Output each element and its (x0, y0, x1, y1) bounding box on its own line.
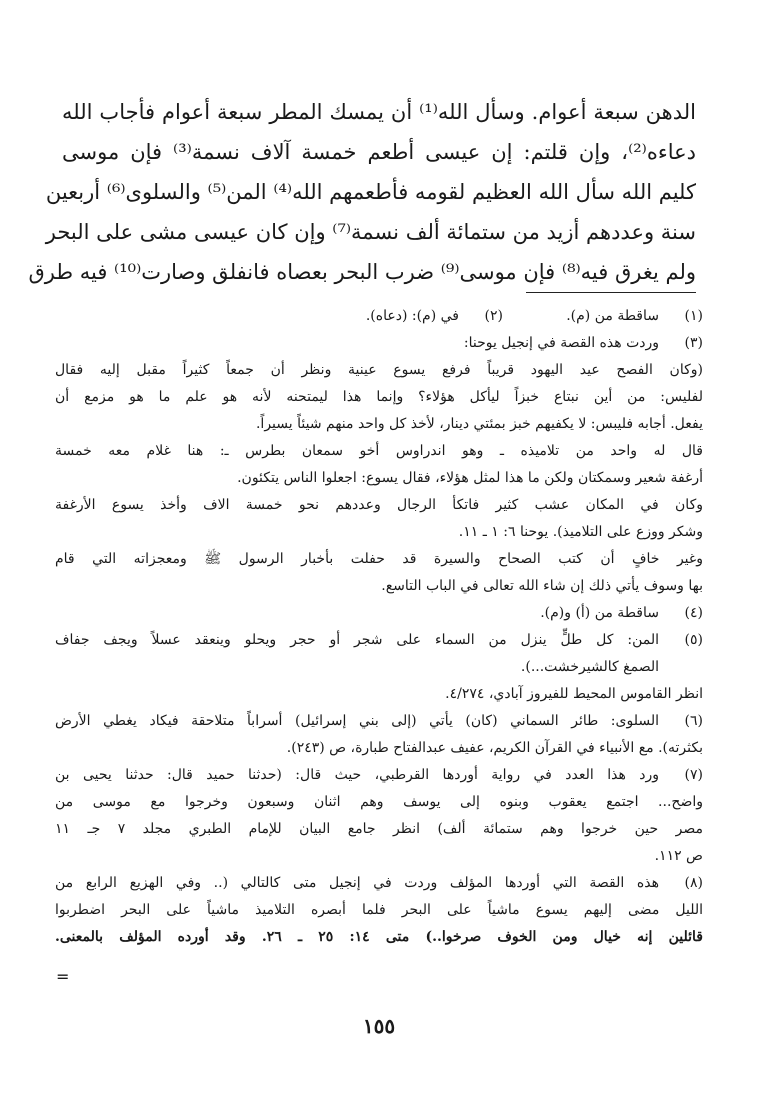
footnote-7-cont (55, 789, 703, 870)
footnote-number: (٧) (684, 767, 703, 783)
main-text-line: دعاءه⁽²⁾، وإن قلتم: إن عيسى أطعم خمسة آلاف نسمة⁽³⁾ فإن موسى (62, 140, 696, 164)
footnote-line: الصمغ كالشيرخشت...). (520, 659, 659, 675)
footnote-5 (55, 627, 703, 681)
footnote-line: هذه القصة التي أوردها المؤلف وردت في إنجيل متى كالتالي (.. وفي الهزيع الرابع من (55, 875, 659, 891)
footnote-line: المن: كل طلٍّ ينزل من السماء على شجر أو حجر ويحلو وينعقد عسلاً ويجف جفاف (55, 632, 659, 648)
footnote-line: مصر حين خرجوا وهم ستمائة ألف) انظر جامع البيان للإمام الطبري مجلد ٧ جـ ١١ (55, 821, 703, 837)
footnote-2 (366, 303, 503, 330)
footnote-line: السلوى: طائر السماني (كان) يأتي (إلى بني إسرائيل) أسراباً متلاحقة فيكاد يغطي الأرض (55, 713, 659, 729)
footnote-1 (566, 303, 703, 330)
footnote-line: ص ١١٢. (654, 848, 703, 864)
footnote-8-cont (55, 897, 703, 951)
footnote-3-body (55, 357, 703, 600)
main-text-line: ولم يغرق فيه⁽⁸⁾ فإن موسى⁽⁹⁾ ضرب البحر بعصاه فانفلق وصارت⁽¹⁰⁾ فيه طرق (28, 260, 696, 284)
footnotes (55, 303, 703, 951)
footnote-6 (55, 708, 703, 735)
footnote-line: ورد هذا العدد في رواية أوردها القرطبي، حيث قال: (حدثنا حميد قال: حدثنا يحيى بن (55, 767, 659, 783)
footnote-6-cont (55, 735, 703, 762)
footnote-line: قال له واحد من تلاميذه ـ وهو اندراوس أخو سمعان بطرس ـ: هنا غلام معه خمسة (55, 443, 703, 459)
footnote-text: ساقطة من (م). (566, 308, 659, 324)
footnote-line: يفعل. أجابه فليبس: لا يكفيهم خبز بمئتي دينار، لأخذ كل واحد منهم شيئاً يسيراً. (255, 416, 703, 432)
continuation-mark: = (56, 967, 70, 986)
footnote-line: وردت هذه القصة في إنجيل يوحنا: (463, 335, 659, 351)
footnote-3 (55, 330, 703, 357)
main-text-line: سنة وعددهم أزيد من ستمائة ألف نسمة⁽⁷⁾ وإن كان عيسى مشى على البحر (45, 220, 696, 244)
footnote-number: (٥) (684, 632, 703, 648)
footnote-line: قائلين إنه خيال ومن الخوف صرخوا..) متى ١٤: ٢٥ ـ ٢٦. وقد أورده المؤلف بالمعنى. (55, 929, 703, 945)
footnote-line: الليل مضى إليهم يسوع ماشياً على البحر فلما أبصره التلاميذ ماشياً على البحر اضطربوا (55, 902, 703, 918)
footnote-line: واضح... اجتمع يعقوب وبنوه إلى يوسف وهم اثنان وسبعون وخرجوا مع موسى من (55, 794, 703, 810)
page-number: ١٥٥ (362, 1014, 396, 1038)
footnote-line: (وكان الفصح عيد اليهود قريباً فرفع يسوع عينية ونظر أن جمعاً كثيراً مقبل إليه فقال (55, 362, 703, 378)
footnote-separator (526, 292, 696, 293)
footnote-line: بها وسوف يأتي ذلك إن شاء الله تعالى في الباب التاسع. (381, 578, 703, 594)
footnote-text: ساقطة من (أ) و(م). (540, 605, 659, 621)
main-text-line: كليم الله سأل الله العظيم لقومه فأطعمهم الله⁽⁴⁾ المن⁽⁵⁾ والسلوى⁽⁶⁾ أربعين (45, 180, 696, 204)
footnote-4 (55, 600, 703, 627)
footnote-number: (١) (684, 308, 703, 324)
footnote-row-1-2 (55, 303, 703, 330)
footnote-number: (٤) (684, 605, 703, 621)
footnote-number: (٣) (684, 335, 703, 351)
main-text-line: الدهن سبعة أعوام. وسأل الله⁽¹⁾ أن يمسك المطر سبعة أعوام فأجاب الله (62, 100, 696, 124)
footnote-7 (55, 762, 703, 789)
footnote-line: انظر القاموس المحيط للفيروز آبادي، ٤/٢٧٤. (445, 686, 703, 702)
footnote-5-source (55, 681, 703, 708)
footnote-line: لفليس: من أين نبتاع خبزاً ليأكل هؤلاء؟ وإنما هذا ليمتحنه لأنه هو علم ما هو مزمع أن (55, 389, 703, 405)
footnote-line: وشكر ووزع على التلاميذ). يوحنا ٦: ١ ـ ١١. (458, 524, 703, 540)
footnote-line: أرغفة شعير وسمكتان ولكن ما هذا لمثل هؤلاء، فقال يسوع: اجعلوا الناس يتكئون. (237, 470, 703, 486)
footnote-number: (٦) (684, 713, 703, 729)
main-text (28, 92, 696, 292)
footnote-line: بكثرته). مع الأنبياء في القرآن الكريم، عفيف عبدالفتاح طبارة، ص (٢٤٣). (286, 740, 703, 756)
footnote-text: في (م): (دعاه). (365, 308, 459, 324)
footnote-number: (٨) (684, 875, 703, 891)
footnote-number: (٢) (484, 308, 503, 324)
footnote-line: وكان في المكان عشب كثير فاتكأ الرجال وعددهم نحو خمسة الاف وأخذ يسوع الأرغفة (55, 497, 703, 513)
footnote-8 (55, 870, 703, 897)
footnote-line: وغير خافٍ أن كتب الصحاح والسيرة قد حفلت بأخبار الرسول ﷺ ومعجزاته التي قام (55, 551, 703, 567)
